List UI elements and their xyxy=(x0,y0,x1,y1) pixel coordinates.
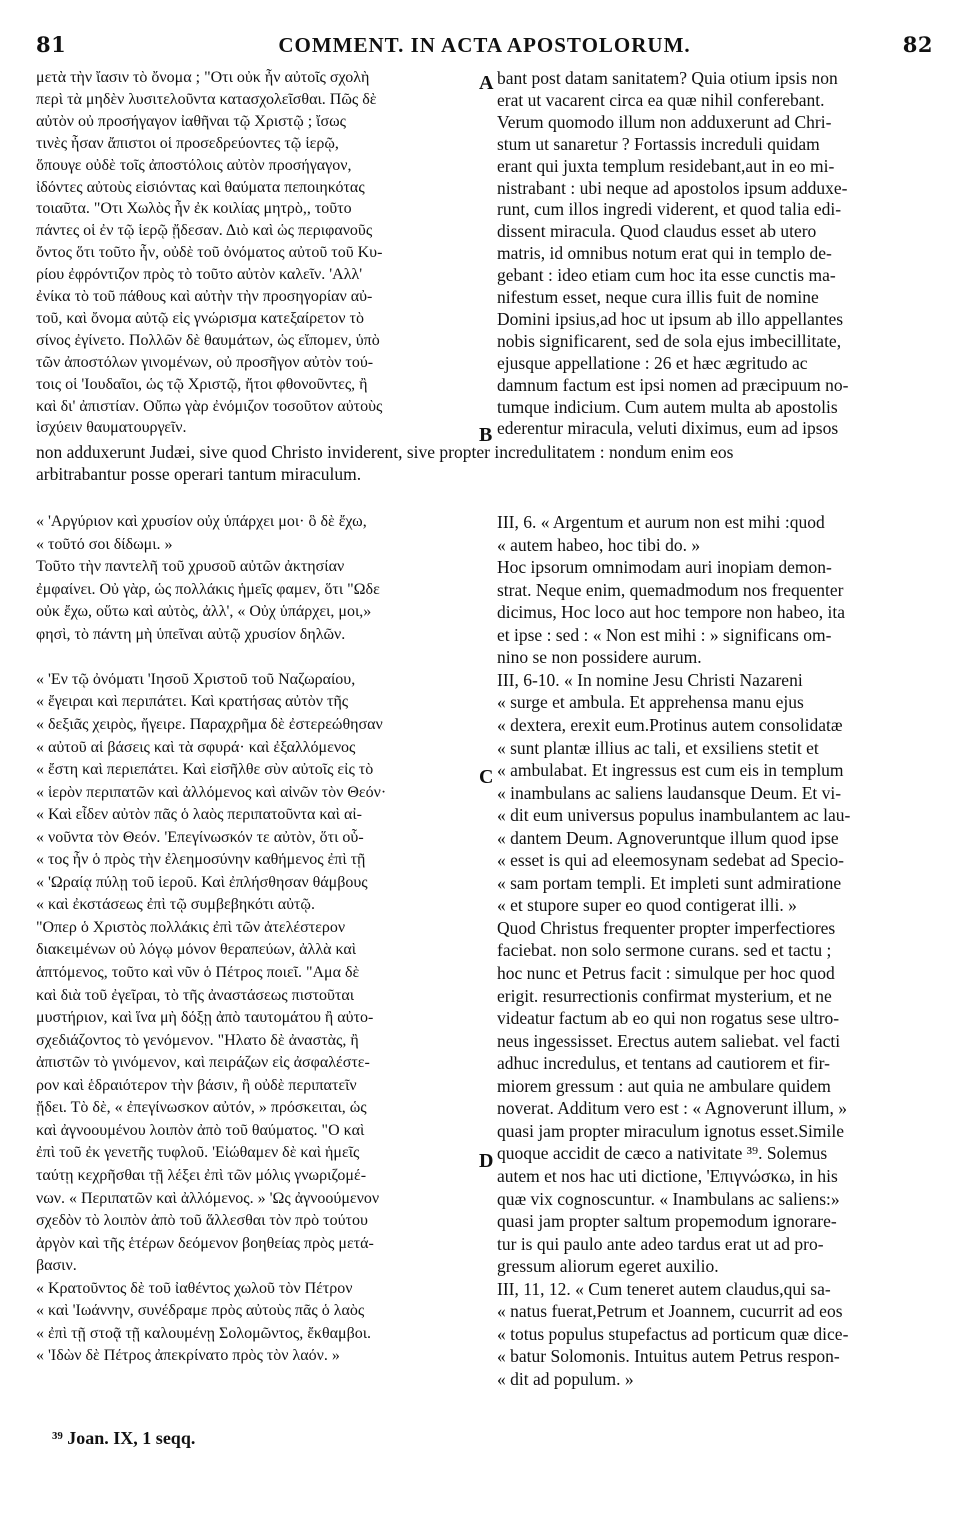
margin-marker-a: A xyxy=(479,72,494,94)
latin-line: « dit ad populum. » xyxy=(497,1368,634,1389)
latin-line: Quod Christus frequenter propter imperfectiores xyxy=(497,917,836,938)
latin-line: III, 6. « Argentum et aurum non est mihi :quod xyxy=(497,512,825,532)
latin-line: quoque accidit de cæco a nativitate ³⁹. Solemus xyxy=(497,1143,828,1164)
greek-line: ἐπὶ τοῦ ἐκ γενετῆς τυφλοῦ. 'Εἰώθαμεν δὲ καὶ ἡμεῖς xyxy=(36,1144,360,1162)
greek-line: « ἔγειραι καὶ περιπάτει. Καὶ κρατήσας αὐτὸν τῆς xyxy=(36,693,349,711)
latin-line: bant post datam sanitatem? Quia otium ipsis non xyxy=(497,68,838,88)
latin-line: « batur Solomonis. Intuitus autem Petrus respon- xyxy=(497,1346,840,1367)
latin-line: ejusque appellatione : 26 et hæc ægritudo ac xyxy=(497,352,808,373)
latin-line: arbitrabantur posse operari tantum miraculum. xyxy=(36,464,362,484)
greek-line: σχεδιάζοντος τὸ γενόμενον. "Ηλατο δὲ ἀναστὰς, ἢ xyxy=(36,1031,359,1049)
greek-line: ἁπτόμενος, τοῦτο καὶ νῦν ὁ Πέτρος ποιεῖ. "Αμα δὲ xyxy=(36,964,360,981)
latin-line: matris, id omnibus notum erat qui in templo de- xyxy=(497,243,832,264)
latin-line: non adduxerunt Judæi, sive quod Christo inviderent, sive propter incredulitatem : nondum enim eos xyxy=(36,442,734,462)
latin-line: « dantem Deum. Agnoveruntque illum quod ipse xyxy=(497,827,839,848)
greek-line: ἐνίκα τὸ τοῦ πάθους καὶ αὐτὴν τὴν προσηγορίαν αὐ- xyxy=(36,288,373,305)
left-page-number: 81 xyxy=(36,32,67,57)
latin-line: faciebat. non solo sermone curans. sed et tactu ; xyxy=(497,940,832,961)
latin-line: damnum factum est ipsi nomen ad præcipuum no- xyxy=(497,374,849,395)
greek-line: « 'Ωραίᾳ πύλῃ τοῦ ἱεροῦ. Καὶ ἐπλήσθησαν θάμβους xyxy=(36,873,368,891)
greek-line: διακειμένων οὐ λόγῳ μόνον θεραπεύων, ἀλλὰ καὶ xyxy=(36,941,357,959)
latin-line: tumque indicium. Cum autem multa ab apostolis xyxy=(497,396,838,417)
greek-line: « Κρατοῦντος δὲ τοῦ ἰαθέντος χωλοῦ τὸν Πέτρον xyxy=(36,1279,353,1297)
greek-line: αὐτὸν οὐ προσήγαγον ἰαθῆναι τῷ Χριστῷ ; ἴσως xyxy=(36,112,346,130)
latin-line: et ipse : sed : « Non est mihi : » significans om- xyxy=(497,624,832,645)
greek-line: φησὶ, τὸ πάντη μὴ ὑπεῖναι αὐτῷ χρυσίον δηλῶν. xyxy=(36,625,346,643)
greek-line: ὄντος ὅτι τοῦτο ἦν, οὐδὲ τοῦ ὀνόματος αὐτοῦ τοῦ Κυ- xyxy=(36,244,383,262)
latin-line: nifestum esset, neque cura illis fuit de nomine xyxy=(497,287,819,307)
latin-line: ederentur miracula, veluti diximus, eum ad ipsos xyxy=(497,418,839,439)
latin-line: « natus fuerat,Petrum et Joannem, cucurrit ad eos xyxy=(497,1301,843,1322)
latin-line: quæ vix cognoscuntur. « Inambulans ac saliens:» xyxy=(497,1188,840,1209)
greek-line: « 'Ιδὼν δὲ Πέτρος ἀπεκρίνατο πρὸς τὸν λαόν. » xyxy=(36,1347,340,1365)
greek-line: ταύτῃ κεχρῆσθαι τῇ λέξει ἐπὶ τῶν μόλις γνωριζομέ- xyxy=(36,1166,367,1184)
latin-line: erigit. resurrectionis confirmat mysterium, et ne xyxy=(497,985,832,1006)
greek-line: τινὲς ἦσαν ἄπιστοι οἱ προσεδρεύοντες τῷ ἱερῷ, xyxy=(36,134,339,152)
latin-line: « totus populus stupefactus ad porticum quæ dice- xyxy=(497,1323,849,1344)
latin-line: strat. Neque enim, quemadmodum nos frequenter xyxy=(497,579,844,600)
footnote: ³⁹ Joan. IX, 1 seqq. xyxy=(52,1428,196,1448)
greek-line: « 'Αργύριον καὶ χρυσίον οὐχ ὑπάρχει μοι· ὃ δὲ ἔχω, xyxy=(36,513,367,530)
latin-line: erant qui juxta templum residebant,aut in eo mi- xyxy=(497,155,835,176)
greek-line: καὶ ἀγνοουμένου λοιπὸν ἀπὸ τοῦ θαύματος. "Ο καὶ xyxy=(36,1121,365,1139)
latin-line: dissent miracula. Quod claudus esset ab utero xyxy=(497,221,817,242)
greek-line: "Οπερ ὁ Χριστὸς πολλάκις ἐπὶ τῶν ἀτελέστερον xyxy=(36,918,346,936)
latin-line: III, 11, 12. « Cum teneret autem claudus,qui sa- xyxy=(497,1278,831,1299)
latin-line: Hoc ipsorum omnimodam auri inopiam demon- xyxy=(497,557,832,578)
latin-line: « ambulabat. Et ingressus est cum eis in templum xyxy=(497,760,844,781)
margin-marker-c: C xyxy=(479,766,494,788)
latin-line: Verum quomodo illum non adduxerunt ad Chri- xyxy=(497,111,832,132)
latin-line: dicimus, Hoc loco aut hoc tempore non habeo, ita xyxy=(497,602,845,623)
greek-line: ᾔδει. Τὸ δὲ, « ἐπεγίνωσκον αὐτόν, » πρόσκειται, ὡς xyxy=(36,1099,367,1117)
greek-line: βασιν. xyxy=(36,1257,77,1275)
latin-line: « inambulans ac saliens laudansque Deum. Et vi- xyxy=(497,782,842,803)
latin-line: « sunt plantæ illius ac tali, et exsiliens stetit et xyxy=(497,737,819,758)
latin-line: nistrabant : ubi neque ad apostolos ipsum adduxe- xyxy=(497,177,848,198)
greek-line: ἀπιστῶν τὸ γινόμενον, καὶ πειράζων εἰς ἀσφαλέστε- xyxy=(36,1054,370,1072)
latin-line: stum ut sanaretur ? Fortassis increduli quidam xyxy=(497,133,820,154)
greek-line: « τοῦτό σοι δίδωμι. » xyxy=(36,535,173,553)
latin-line: quasi jam propter miraculum ignotus esset.Simile xyxy=(497,1120,845,1141)
latin-line: erat ut vacarent circa ea quæ nihil conferebant. xyxy=(497,89,825,110)
greek-line: τοις οἱ 'Ιουδαῖοι, ὡς τῷ Χριστῷ, ἤτοι φθονοῦντες, ἢ xyxy=(36,375,368,393)
greek-line: νων. « Περιπατῶν καὶ ἀλλόμενος. » 'Ως ἀγνοούμενον xyxy=(36,1189,380,1207)
running-header xyxy=(36,32,933,62)
latin-line: gressum aliorum egeret auxilio. xyxy=(497,1256,719,1277)
latin-line: « dit eum universus populus inambulantem ac lau- xyxy=(497,805,851,826)
latin-line: « autem habeo, hoc tibi do. » xyxy=(497,534,701,555)
latin-line: « sam portam templi. Et impleti sunt admiratione xyxy=(497,872,842,893)
latin-line: runt, cum illos ingredi viderent, et quod talia edi- xyxy=(497,199,842,220)
latin-line: « dextera, erexit eum.Protinus autem consolidatæ xyxy=(497,714,843,735)
margin-marker-d: D xyxy=(479,1150,494,1172)
greek-line: μυστήριον, καὶ ἵνα μὴ δόξῃ ἀπὸ ταυτομάτου ἢ αὐτο- xyxy=(36,1009,374,1027)
latin-line: Domini ipsius,ad hoc ut ipsum ab illo appellantes xyxy=(497,308,844,329)
latin-line: « esset is qui ad eleemosynam sedebat ad Specio- xyxy=(497,850,844,871)
greek-line: « αὐτοῦ αἱ βάσεις καὶ τὰ σφυρά· καὶ ἐξαλλόμενος xyxy=(36,738,356,756)
greek-line: « καὶ ἐκστάσεως ἐπὶ τῷ συμβεβηκότι αὐτῷ. xyxy=(36,896,315,914)
greek-line: μετὰ τὴν ἴασιν τὸ ὄνομα ; "Οτι οὐκ ἦν αὐτοῖς σχολὴ xyxy=(36,69,370,86)
greek-line: ὅπουγε οὐδὲ τοῖς ἀποστόλοις αὐτὸν προσήγαγον, xyxy=(36,156,352,174)
greek-line: ἰδόντες αὐτοὺς εἰσιόντας καὶ θαύματα πεποιηκότας xyxy=(36,178,365,196)
greek-line: καὶ διὰ τοῦ ἐγεῖραι, τὸ τῆς ἀναστάσεως πιστοῦται xyxy=(36,986,355,1004)
greek-line: ἰσχύειν θαυματουργεῖν. xyxy=(36,419,187,437)
greek-line: « δεξιᾶς χειρὸς, ἤγειρε. Παραχρῆμα δὲ ἐστερεώθησαν xyxy=(36,715,383,733)
greek-line: ἀργὸν καὶ τῆς ἑτέρων δεόμενον βοηθείας πρὸς μετά- xyxy=(36,1234,374,1252)
greek-line: οὐκ ἔχω, οὕτω καὶ αὐτὸς, ἀλλ', « Οὐχ ὑπάρχει, μοι,» xyxy=(36,603,372,621)
latin-line: quasi jam propter saltum propemodum ignorare- xyxy=(497,1211,837,1232)
greek-line: « 'Εν τῷ ὀνόματι 'Ιησοῦ Χριστοῦ τοῦ Ναζωραίου, xyxy=(36,670,356,688)
greek-line: « τος ἦν ὁ πρὸς τὴν ἐλεημοσύνην καθήμενος ἐπὶ τῇ xyxy=(36,851,366,869)
latin-line: noverat. Additum vero est : « Agnoverunt illum, » xyxy=(497,1098,847,1119)
greek-line: σίνος ἐγίνετο. Πολλῶν δὲ θαυμάτων, ὡς εἴπομεν, ὑπὸ xyxy=(36,331,380,349)
greek-line: τῶν ἀποστόλων γινομένων, οὐ προσῆγον αὐτὸν τού- xyxy=(36,353,374,371)
greek-line: περὶ τὰ μηδὲν λυσιτελοῦντα κατασχολεῖσθαι. Πῶς δὲ xyxy=(36,90,377,108)
latin-line: nino se non possidere aurum. xyxy=(497,647,702,668)
greek-line: « ἱερὸν περιπατῶν καὶ ἀλλόμενος καὶ αἰνῶν τὸν Θεόν· xyxy=(36,783,387,801)
greek-line: « Καὶ εἶδεν αὐτὸν πᾶς ὁ λαὸς περιπατοῦντα καὶ αἰ- xyxy=(36,806,362,824)
running-title: COMMENT. IN ACTA APOSTOLORUM. xyxy=(278,33,691,57)
latin-line: « et stupore super eo quod contigerat illi. » xyxy=(497,895,797,916)
margin-marker-b: B xyxy=(479,424,493,446)
greek-line: « ἔστη καὶ περιεπάτει. Καὶ εἰσῆλθε σὺν αὐτοῖς εἰς τὸ xyxy=(36,761,374,779)
greek-line: « ἐπὶ τῇ στοᾷ τῇ καλουμένῃ Σολομῶντος, ἔκθαμβοι. xyxy=(36,1324,372,1342)
latin-line: hoc nunc et Petrus facit : simulque per hoc quod xyxy=(497,963,835,983)
greek-line: σχεδὸν τὸ λοιπὸν ἀπὸ τοῦ ἅλλεσθαι τὸν πρὸ τούτου xyxy=(36,1212,368,1230)
latin-line: miorem gressum : aut quia ne ambulare quidem xyxy=(497,1075,831,1096)
greek-line: τοῦ, καὶ ὄνομα αὐτῷ εἰς γνώρισμα κατεξαίρετον τὸ xyxy=(36,309,364,327)
greek-line: Τοῦτο τὴν παντελῆ τοῦ χρυσοῦ αὐτῶν ἀκτησίαν xyxy=(36,558,345,576)
latin-line: neus ingessisset. Erectus autem saliebat. vel facti xyxy=(497,1030,841,1051)
greek-line: « καὶ 'Ιωάννην, συνέδραμε πρὸς αὐτοὺς πᾶς ὁ λαὸς xyxy=(36,1302,365,1320)
greek-line: τοιαῦτα. "Οτι Χωλὸς ἦν ἐκ κοιλίας μητρὸ,, τοῦτο xyxy=(36,200,352,218)
greek-line: ἐμφαίνει. Οὐ γὰρ, ὡς πολλάκις ἡμεῖς φαμεν, ὅτι "Ωδε xyxy=(36,580,380,598)
latin-line: autem et nos hac uti dictione, 'Επιγνώσκω, in his xyxy=(497,1165,838,1186)
greek-line: ρίου ἐφρόντιζον πρὸς τὸ τοῦτο αὐτὸν καλεῖν. 'Αλλ' xyxy=(36,266,363,284)
right-page-number: 82 xyxy=(902,32,933,57)
greek-line: « νοῦντα τὸν Θεόν. 'Επεγίνωσκόν τε αὐτὸν, ὅτι οὗ- xyxy=(36,828,364,846)
latin-line: videatur factum ab eo qui non rogatus sese ultro- xyxy=(497,1008,840,1029)
greek-line: ρον καὶ ἑδραιότερον τὴν βάσιν, ἢ οὐδὲ περιπατεῖν xyxy=(36,1076,357,1094)
latin-line: III, 6-10. « In nomine Jesu Christi Nazareni xyxy=(497,669,803,690)
latin-line: gebant : ideo etiam cum hoc ita esse cunctis ma- xyxy=(497,265,836,286)
latin-line: tur is qui paulo ante adeo tardus erat ut ad pro- xyxy=(497,1233,824,1254)
latin-line: adhuc incredulus, et tentans ad cautiorem et fir- xyxy=(497,1053,830,1074)
greek-line: καὶ δι' ἀπιστίαν. Οὔπω γὰρ ἐνόμιζον τοσοῦτον αὐτοὺς xyxy=(36,397,383,415)
latin-line: nobis significarent, sed de sola ejus imbecillitate, xyxy=(497,330,842,351)
greek-line: πάντες οἱ ἐν τῷ ἱερῷ ᾔδεσαν. Διὸ καὶ ὡς περιφανοῦς xyxy=(36,222,373,240)
latin-line: « surge et ambula. Et apprehensa manu ejus xyxy=(497,692,804,713)
